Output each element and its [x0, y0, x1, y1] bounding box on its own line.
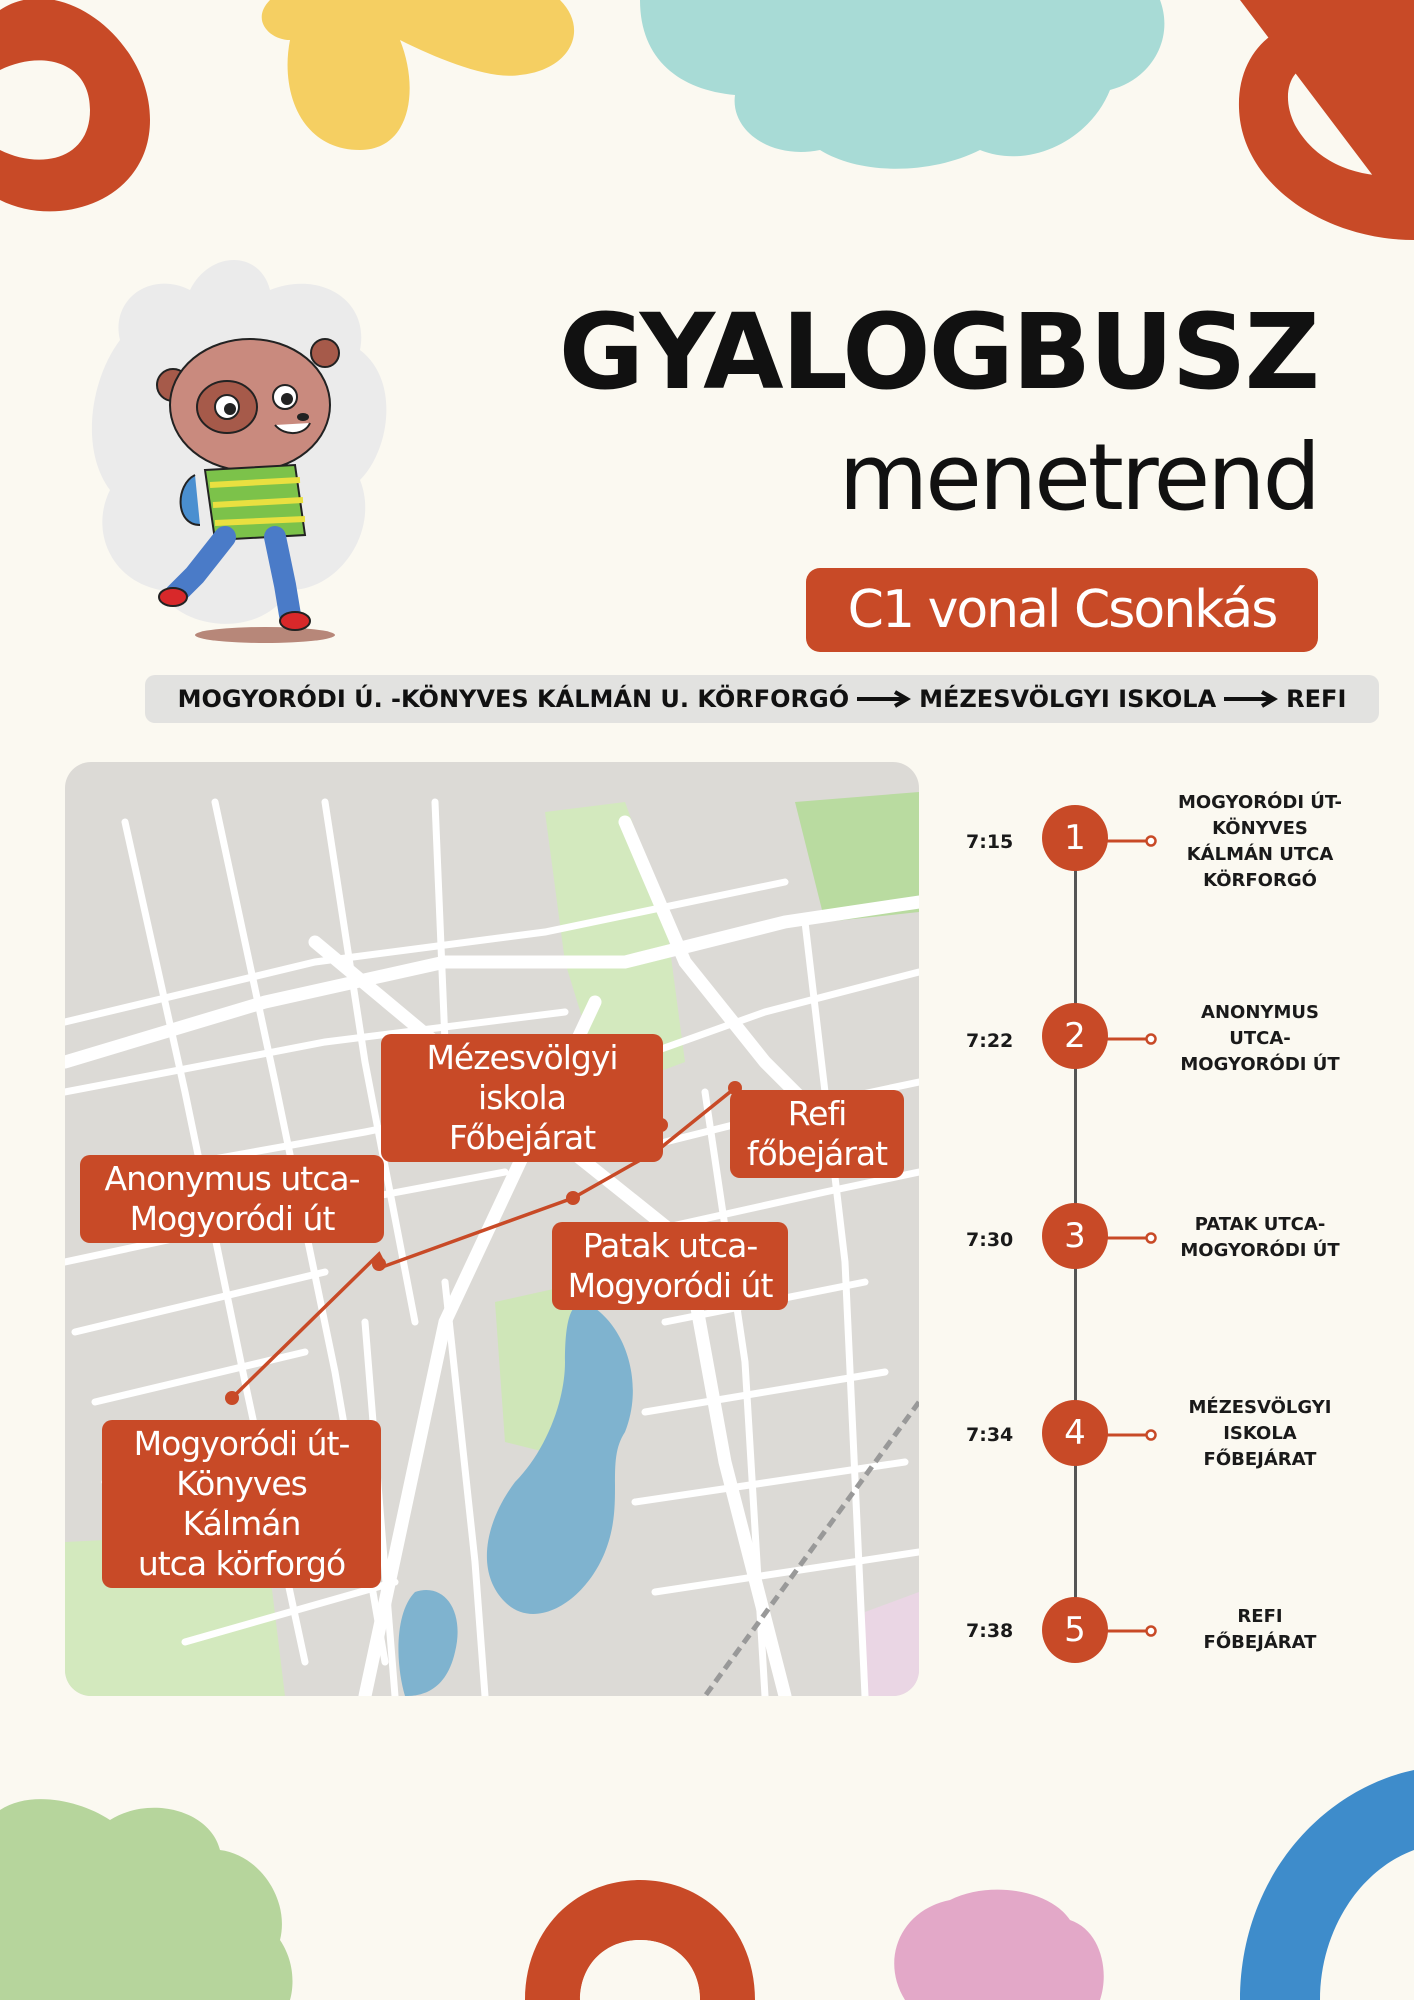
- stop-name: REFI FŐBEJÁRAT: [1203, 1606, 1317, 1653]
- arrow-right-icon: [1222, 689, 1280, 709]
- stop-number: 1: [1042, 805, 1108, 871]
- route-map[interactable]: [65, 762, 919, 1696]
- route-end: REFI: [1286, 685, 1347, 713]
- line-badge: C1 vonal Csonkás: [806, 568, 1318, 652]
- page-subtitle: menetrend: [838, 424, 1318, 531]
- stop-time: 7:30: [966, 1229, 1014, 1251]
- stop-name: PATAK UTCA- MOGYORÓDI ÚT: [1180, 1214, 1340, 1261]
- map-label-refi: Refi főbejárat: [730, 1090, 904, 1178]
- map-label-anonymus: Anonymus utca- Mogyoródi út: [80, 1155, 384, 1243]
- stop-time: 7:34: [966, 1424, 1014, 1446]
- stop-number: 4: [1042, 1400, 1108, 1466]
- connector-icon: [1106, 1032, 1158, 1046]
- map-label-patak: Patak utca- Mogyoródi út: [552, 1222, 788, 1310]
- connector-icon: [1106, 1428, 1158, 1442]
- route-start: MOGYORÓDI Ú. -KÖNYVES KÁLMÁN U. KÖRFORGÓ: [177, 685, 850, 713]
- bear-mascot-icon: [155, 325, 355, 645]
- stop-number: 2: [1042, 1003, 1108, 1069]
- connector-icon: [1106, 834, 1158, 848]
- stop-name: MOGYORÓDI ÚT- KÖNYVES KÁLMÁN UTCA KÖRFORGÓ: [1177, 792, 1343, 891]
- stop-name: ANONYMUS UTCA- MOGYORÓDI ÚT: [1180, 1002, 1340, 1075]
- connector-icon: [1106, 1231, 1158, 1245]
- stop-time: 7:22: [966, 1030, 1014, 1052]
- route-summary-bar: [145, 675, 1379, 723]
- connector-icon: [1106, 1624, 1158, 1638]
- stop-number: 5: [1042, 1597, 1108, 1663]
- map-label-mezesvolgyi: Mézesvölgyi iskola Főbejárat: [381, 1034, 663, 1162]
- stop-name: MÉZESVÖLGYI ISKOLA FŐBEJÁRAT: [1188, 1397, 1332, 1470]
- arrow-right-icon: [855, 689, 913, 709]
- stop-time: 7:38: [966, 1620, 1014, 1642]
- map-label-mogyorodi: Mogyoródi út- Könyves Kálmán utca körforgó: [102, 1420, 381, 1588]
- stop-time: 7:15: [966, 831, 1014, 853]
- page-title: GYALOGBUSZ: [558, 291, 1318, 413]
- stop-number: 3: [1042, 1203, 1108, 1269]
- route-middle: MÉZESVÖLGYI ISKOLA: [919, 685, 1217, 713]
